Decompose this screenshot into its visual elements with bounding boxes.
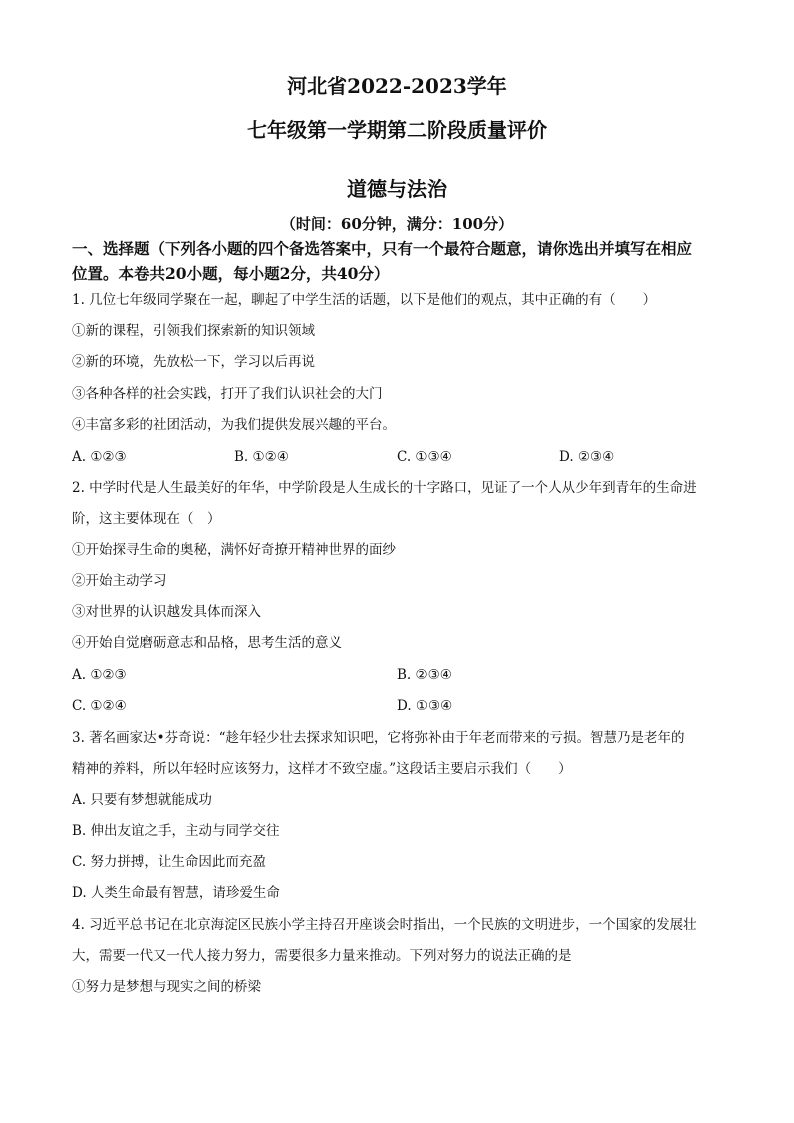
section-heading-line1: 一、选择题（下列各小题的四个备选答案中，只有一个最符合题意，请你选出并填写在相应 (72, 239, 693, 258)
q1-statement-4: ④丰富多彩的社团活动，为我们提供发展兴趣的平台。 (72, 417, 396, 433)
q3-option-c: C. 努力拼搏，让生命因此而充盈 (72, 854, 266, 870)
q4-stem-line2: 大，需要一代又一代人接力努力，需要很多力量来推动。下列对努力的说法正确的是 (72, 948, 572, 964)
q3-option-b: B. 伸出友谊之手，主动与同学交往 (72, 823, 280, 839)
exam-title: 河北省2022-2023学年 (287, 74, 507, 98)
section-heading-line2: 位置。本卷共20小题，每小题2分，共40分） (72, 264, 390, 283)
q1-option-d: D. ②③④ (559, 449, 615, 465)
q2-statement-2: ②开始主动学习 (72, 573, 167, 589)
q1-stem: 1. 几位七年级同学聚在一起，聊起了中学生活的话题，以下是他们的观点，其中正确的有（ ） (72, 292, 657, 308)
q1-option-b: B. ①②④ (234, 449, 289, 465)
q1-option-c: C. ①③④ (397, 449, 452, 465)
q3-stem-line1: 3. 著名画家达•芬奇说：“趁年轻少壮去探求知识吧，它将弥补由于年老而带来的亏损。智慧乃是老年的 (72, 730, 685, 746)
time-info: （时间：60分钟，满分：100分） (280, 215, 514, 233)
q2-statement-1: ①开始探寻生命的奥秘，满怀好奇撩开精神世界的面纱 (72, 542, 396, 558)
q4-stem-line1: 4. 习近平总书记在北京海淀区民族小学主持召开座谈会时指出，一个民族的文明进步，一个国家的发展壮 (72, 917, 697, 933)
q2-option-a: A. ①②③ (72, 667, 127, 683)
q2-option-b: B. ②③④ (397, 667, 452, 683)
q1-option-a: A. ①②③ (72, 449, 127, 465)
exam-subtitle: 七年级第一学期第二阶段质量评价 (247, 118, 547, 142)
q2-option-d: D. ①③④ (397, 698, 453, 714)
q3-option-d: D. 人类生命最有智慧，请珍爱生命 (72, 885, 280, 901)
q2-statement-4: ④开始自觉磨砺意志和品格，思考生活的意义 (72, 635, 342, 651)
q1-statement-1: ①新的课程，引领我们探索新的知识领域 (72, 323, 315, 339)
q1-statement-2: ②新的环境，先放松一下，学习以后再说 (72, 354, 315, 370)
q2-stem-line2: 阶，这主要体现在（ ） (72, 511, 221, 527)
q2-stem-line1: 2. 中学时代是人生最美好的年华，中学阶段是人生成长的十字路口，见证了一个人从少年到青年的生命进 (72, 480, 697, 496)
q3-option-a: A. 只要有梦想就能成功 (72, 792, 212, 808)
q2-option-c: C. ①②④ (72, 698, 127, 714)
q2-statement-3: ③对世界的认识越发具体而深入 (72, 604, 261, 620)
q1-statement-3: ③各种各样的社会实践，打开了我们认识社会的大门 (72, 386, 383, 402)
q4-statement-1: ①努力是梦想与现实之间的桥梁 (72, 979, 261, 995)
subject-title: 道德与法治 (347, 177, 447, 201)
q3-stem-line2: 精神的养料，所以年轻时应该努力，这样才不致空虚。”这段话主要启示我们（ ） (72, 761, 572, 777)
